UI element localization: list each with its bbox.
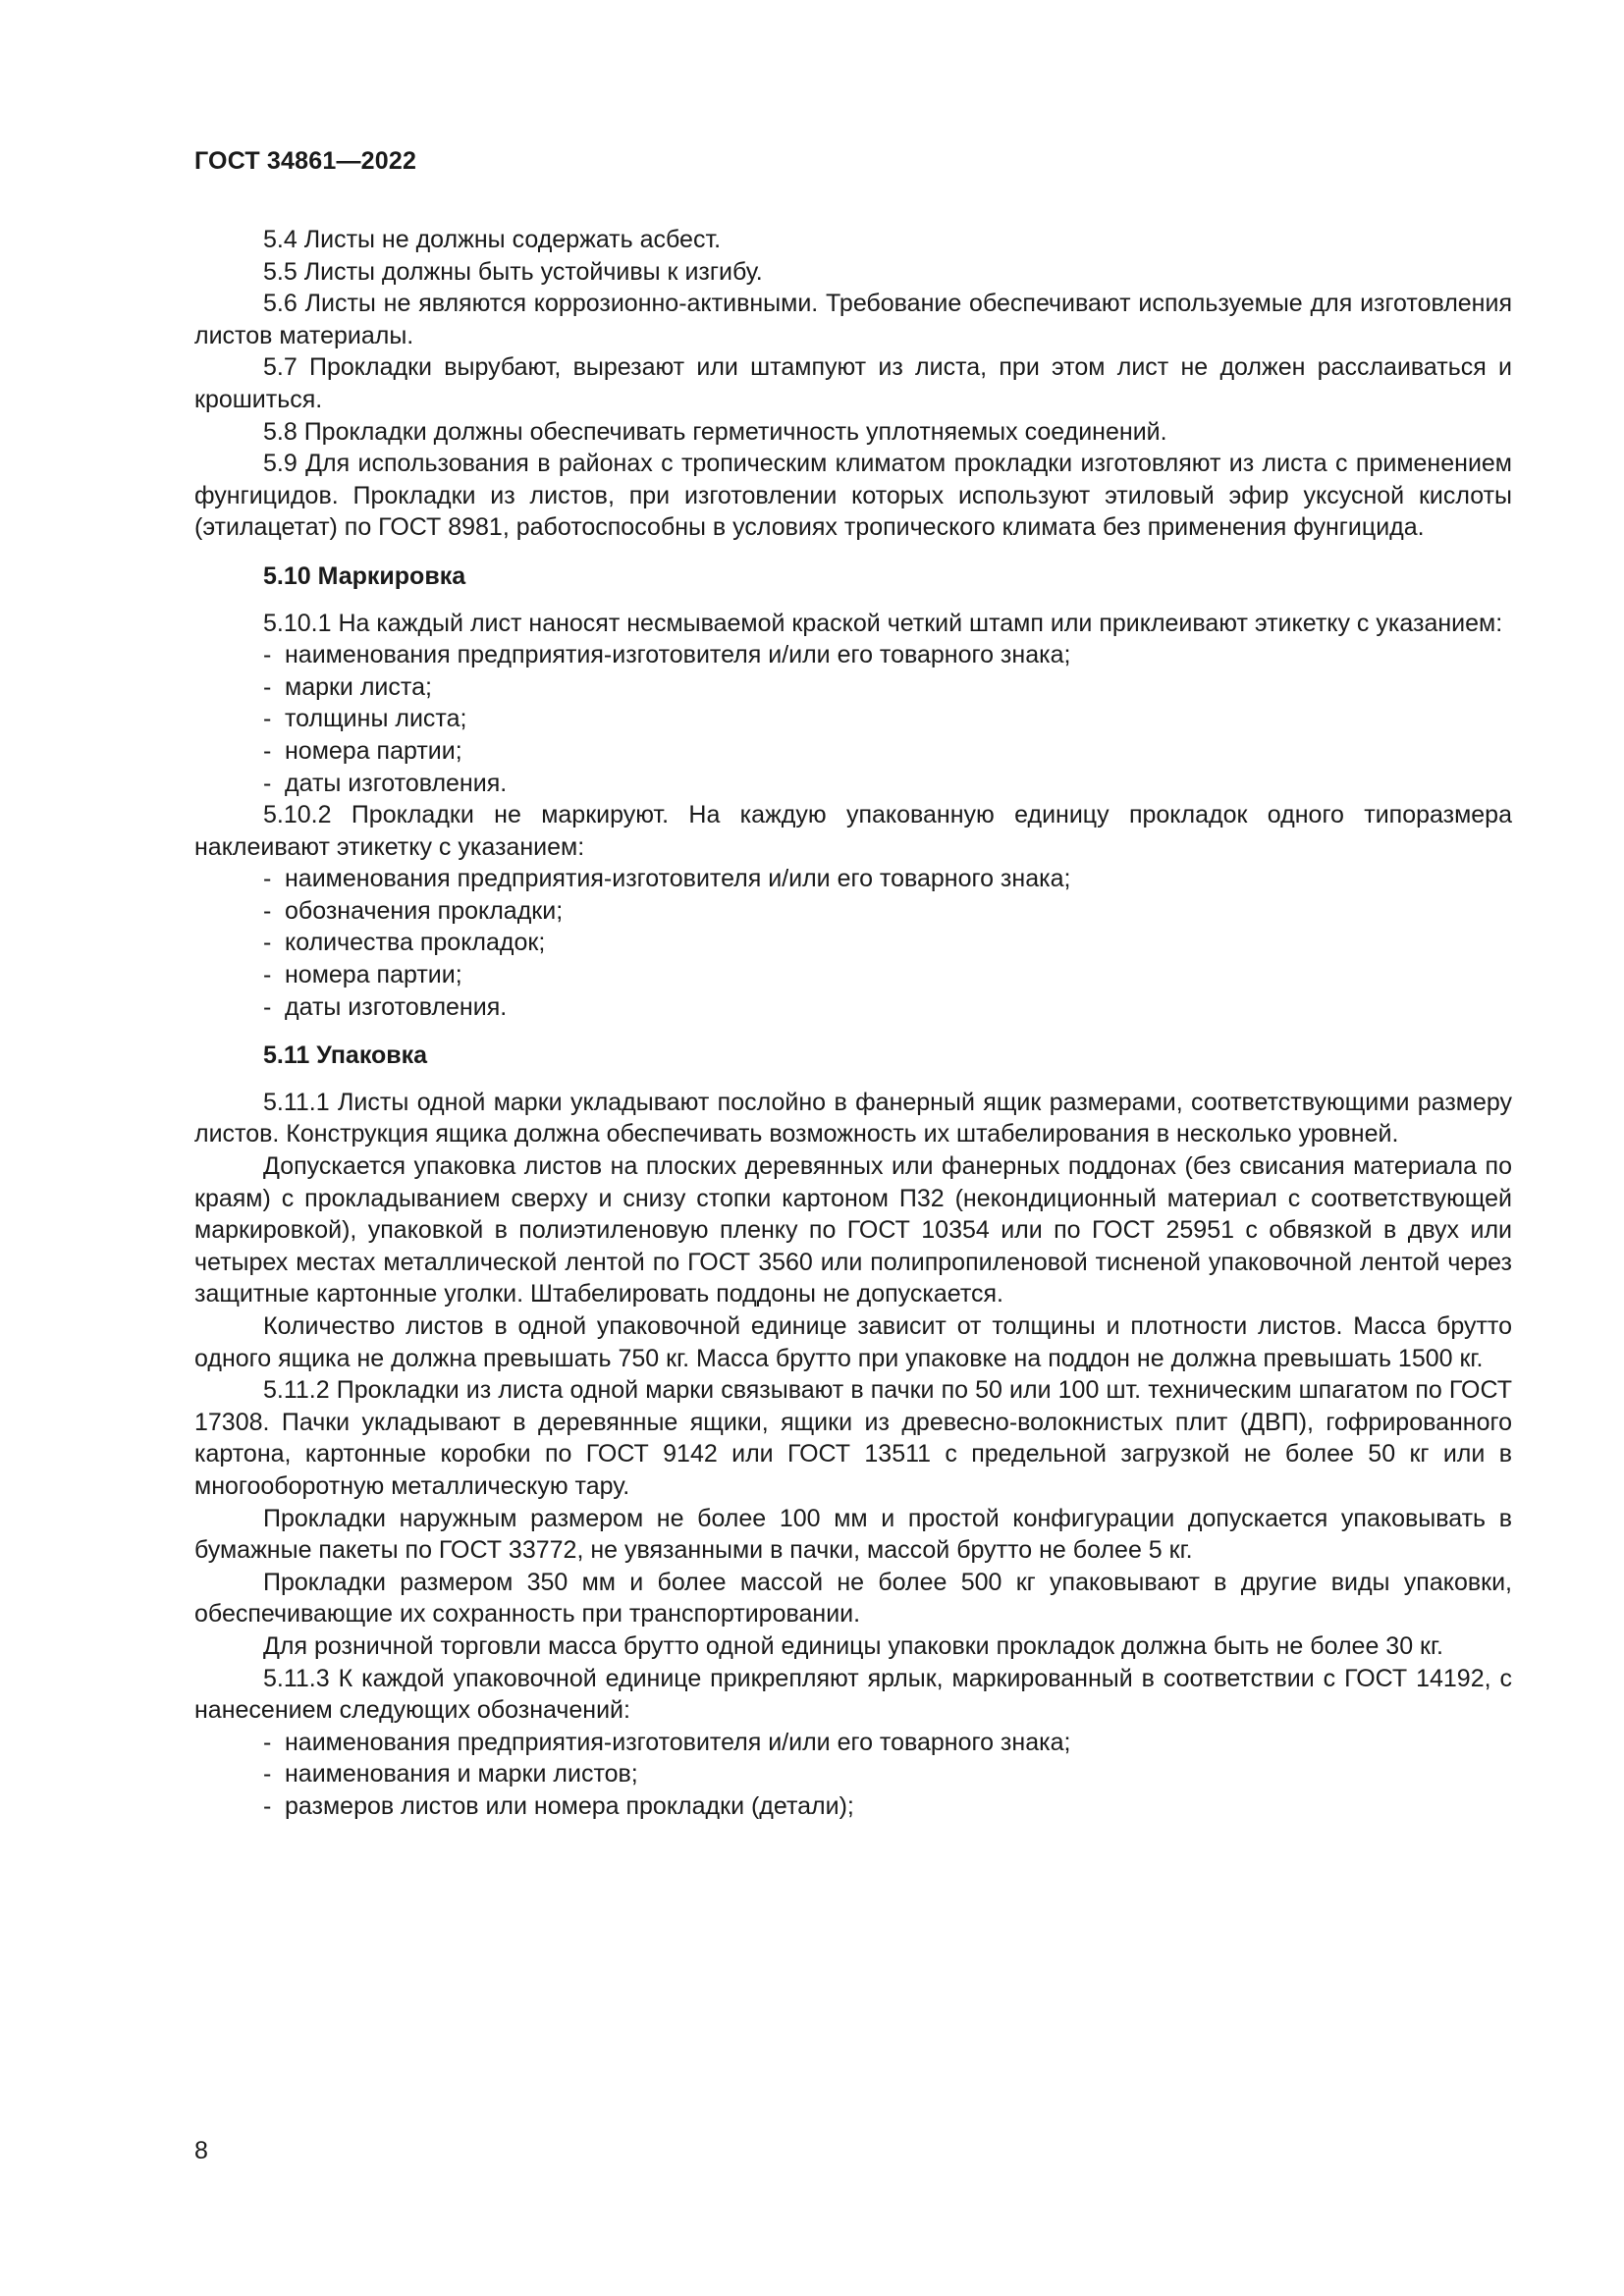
paragraph-5-4: 5.4 Листы не должны содержать асбест. [263, 226, 722, 253]
list-item: - количества прокладок; [263, 929, 546, 957]
section-heading-5-11: 5.11 Упаковка [263, 1041, 428, 1070]
paragraph-5-10-2: 5.10.2 Прокладки не маркируют. На каждую упакованную единицу прокладок одного типоразмера наклеивают этикетку с указанием: [194, 801, 1512, 861]
list-5-10-1 [194, 639, 1512, 799]
list-item: - номера партии; [263, 961, 462, 989]
list-5-11-3 [194, 1727, 1512, 1823]
list-item: - наименования предприятия-изготовителя и/или его товарного знака; [263, 865, 1071, 893]
page-number: 8 [194, 2137, 208, 2164]
paragraph-5-8: 5.8 Прокладки должны обеспечивать герметичность уплотняемых соединений. [263, 417, 1167, 446]
paragraph-5-11-3: 5.11.3 К каждой упаковочной единице прикрепляют ярлык, маркированный в соответствии с ГОСТ 14192, с нанесением следующих обозначений: [194, 1664, 1512, 1725]
paragraph-5-11-2-bags: Прокладки наружным размером не более 100 мм и простой конфигурации допускается упаковывать в бумажные пакеты по ГОСТ 33772, не увязанными в пачки, массой брутто не более 5 кг. [194, 1504, 1512, 1565]
paragraph-5-10-1: 5.10.1 На каждый лист наносят несмываемой краской четкий штамп или приклеивают этикетку с указанием: [263, 609, 1503, 637]
paragraph-5-11-1-pallets: Допускается упаковка листов на плоских деревянных или фанерных поддонах (без свисания материала по краям) с прокладыванием сверху и снизу стопки картоном П32 (некондиционный материал с соответствующей маркировкой), упаковкой в полиэтиленовую пленку по ГОСТ 10354 или по ГОСТ 25951 с обвязкой в двух или четырех местах металлической лентой по ГОСТ 3560 или полипропиленовой тисненой упаковочной лентой через защитные картонные уголки. Штабелировать поддоны не допускается. [194, 1152, 1512, 1308]
document-body [194, 224, 1512, 1823]
list-item: - даты изготовления. [263, 992, 508, 1021]
paragraph-5-6: 5.6 Листы не являются коррозионно-активными. Требование обеспечивают используемые для изготовления листов материалы. [194, 290, 1512, 349]
list-item: - наименования и марки листов; [263, 1760, 638, 1789]
document-code-header: ГОСТ 34861—2022 [194, 147, 417, 175]
paragraph-5-11-2-large: Прокладки размером 350 мм и более массой не более 500 кг упаковывают в другие виды упаковки, обеспечивающие их сохранность при транспортировании. [194, 1568, 1512, 1629]
paragraph-5-7: 5.7 Прокладки вырубают, вырезают или штампуют из листа, при этом лист не должен расслаиваться и крошиться. [194, 353, 1512, 413]
list-item: - наименования предприятия-изготовителя и/или его товарного знака; [263, 1728, 1071, 1756]
paragraph-5-11-2-retail: Для розничной торговли масса брутто одной единицы упаковки прокладок должна быть не более 30 кг. [263, 1631, 1444, 1660]
list-item: - номера партии; [263, 736, 462, 765]
list-item: - размеров листов или номера прокладки (детали); [263, 1791, 854, 1820]
paragraph-5-5: 5.5 Листы должны быть устойчивы к изгибу. [263, 257, 763, 286]
paragraph-5-11-2: 5.11.2 Прокладки из листа одной марки связывают в пачки по 50 или 100 шт. техническим шпагатом по ГОСТ 17308. Пачки укладывают в деревянные ящики, ящики из древесно-волокнистых плит (ДВП), гофрированного картона, картонные коробки по ГОСТ 9142 или ГОСТ 13511 с предельной загрузкой не более 50 кг или в многооборотную металлическую тару. [194, 1376, 1512, 1500]
section-heading-5-10: 5.10 Маркировка [263, 561, 466, 590]
list-item: - даты изготовления. [263, 769, 508, 797]
list-item: - марки листа; [263, 672, 432, 701]
list-item: - обозначения прокладки; [263, 896, 564, 925]
list-5-10-2 [194, 863, 1512, 1023]
paragraph-5-11-1-mass: Количество листов в одной упаковочной единице зависит от толщины и плотности листов. Масса брутто одного ящика не должна превышать 750 кг. Масса брутто при упаковке на поддон не должна превышать 1500 кг. [194, 1312, 1512, 1372]
list-item: - наименования предприятия-изготовителя и/или его товарного знака; [263, 641, 1071, 669]
list-item: - толщины листа; [263, 705, 467, 733]
paragraph-5-11-1: 5.11.1 Листы одной марки укладывают послойно в фанерный ящик размерами, соответствующими размеру листов. Конструкция ящика должна обеспечивать возможность их штабелирования в несколько уровней. [194, 1088, 1512, 1148]
paragraph-5-9: 5.9 Для использования в районах с тропическим климатом прокладки изготовляют из листа с применением фунгицидов. Прокладки из листов, при изготовлении которых используют этиловый эфир уксусной кислоты (этилацетат) по ГОСТ 8981, работоспособны в условиях тропического климата без применения фунгицида. [194, 450, 1512, 542]
